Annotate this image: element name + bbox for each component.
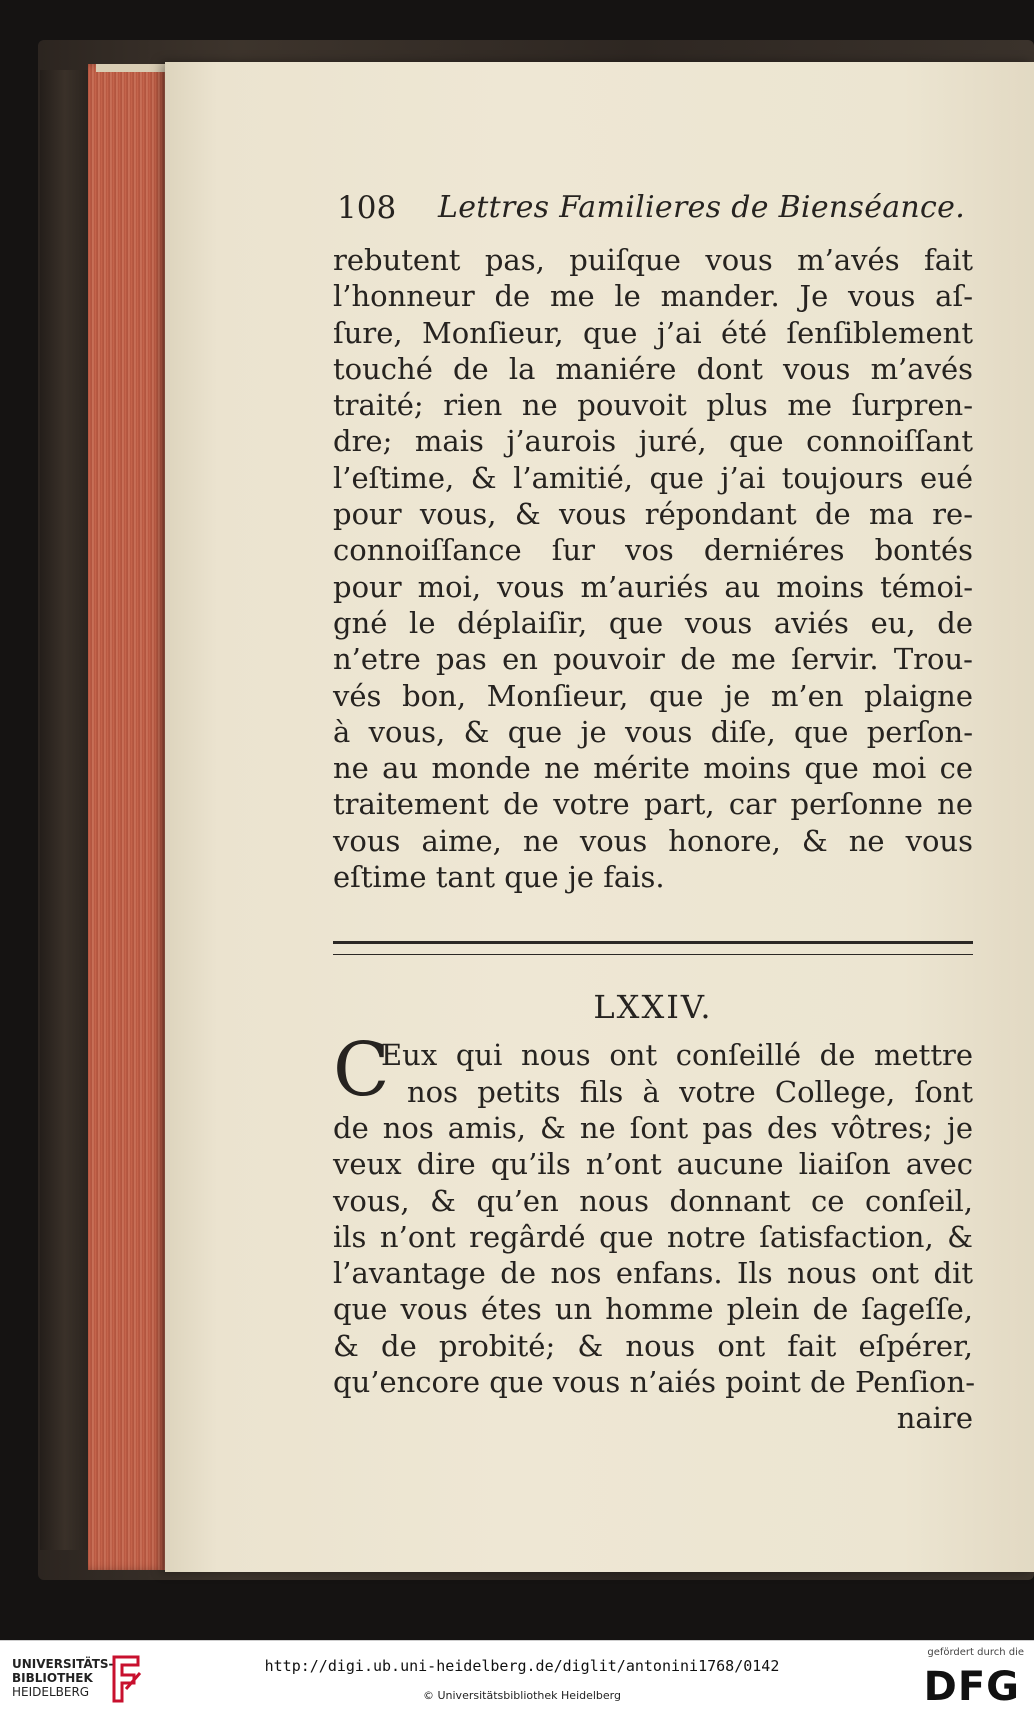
catchword: naire	[896, 1401, 973, 1436]
text-line: à vous, & que je vous diſe, que perſon-	[333, 714, 973, 749]
funding-note: gefördert durch die	[927, 1647, 1024, 1658]
text-line: l’eſtime, & l’amitié, que j’ai toujours eué	[333, 460, 973, 495]
text-line: ne au monde ne mérite moins que moi ce	[333, 751, 973, 786]
page-edges	[88, 64, 170, 1570]
library-name-line-2: BIBLIOTHEK	[12, 1671, 93, 1685]
drop-cap: C	[333, 1027, 390, 1114]
text-line: veux dire qu’ils n’ont aucune liaiſon avec	[333, 1147, 973, 1182]
text-line: vés bon, Monſieur, que je m’en plaigne	[333, 678, 973, 713]
letter-number: LXXIV.	[593, 988, 713, 1027]
running-head	[333, 186, 973, 242]
running-head-title: Lettres Familieres de Bienséance.	[438, 190, 966, 225]
text-line: ils n’ont regârdé que notre ſatisfaction, &	[333, 1219, 973, 1254]
section-divider	[333, 941, 973, 955]
text-line: ſure, Monſieur, que j’ai été ſenſiblement	[333, 315, 973, 350]
library-name-line-1: UNIVERSITÄTS-	[12, 1657, 114, 1671]
text-line: n’etre pas en pouvoir de me ſervir. Trou-	[333, 642, 973, 677]
text-line: eſtime tant que je fais.	[333, 860, 665, 895]
text-line: traité; rien ne pouvoit plus me ſurpren-	[333, 388, 973, 423]
text-line: touché de la maniére dont vous m’avés	[333, 351, 973, 386]
text-line: pour vous, & vous répondant de ma re-	[333, 497, 973, 532]
text-line: l’honneur de me le mander. Je vous aſ-	[333, 279, 973, 314]
dfg-logo[interactable]: DFG	[923, 1664, 1020, 1710]
page-edges-top	[96, 64, 170, 72]
text-line: qu’encore que vous n’aiés point de Penſion-	[333, 1365, 975, 1400]
paragraph-1	[333, 242, 973, 895]
text-line: Eux qui nous ont conſeillé de mettre	[381, 1038, 973, 1073]
text-line: vous, & qu’en nous donnant ce conſeil,	[333, 1183, 973, 1218]
text-line: l’avantage de nos enfans. Ils nous ont dit	[333, 1256, 973, 1291]
copyright-notice: © Universitätsbibliothek Heidelberg	[422, 1689, 621, 1702]
text-line: rebutent pas, puiſque vous m’avés fait	[333, 243, 973, 277]
text-line: vous aime, ne vous honore, & ne vous	[333, 823, 973, 858]
library-name-line-3: HEIDELBERG	[12, 1685, 90, 1699]
digital-library-footer	[0, 1640, 1034, 1716]
text-line: connoiſſance ſur vos derniéres bontés	[333, 533, 973, 568]
text-line: de nos amis, & ne ſont pas des vôtres; je	[333, 1110, 973, 1145]
text-line: gné le déplaiſir, que vous aviés eu, de	[333, 605, 973, 640]
page-number: 108	[337, 190, 397, 226]
permalink-url[interactable]: http://digi.ub.uni-heidelberg.de/diglit/antonini1768/0142	[264, 1657, 780, 1675]
text-line: dre; mais j’aurois juré, que connoiſſant	[333, 424, 973, 459]
paragraph-2	[333, 1027, 975, 1436]
text-line: que vous étes un homme plein de ſageſſe,	[333, 1292, 973, 1327]
text-line: nos petits fils à votre College, ſont	[407, 1074, 973, 1109]
text-line: traitement de votre part, car perſonne ne	[333, 787, 973, 822]
page-text	[333, 186, 973, 1437]
text-line: & de probité; & nous ont fait eſpérer,	[333, 1328, 973, 1363]
book-spine-edge	[40, 70, 90, 1550]
text-line: pour moi, vous m’auriés au moins témoi-	[333, 569, 973, 604]
